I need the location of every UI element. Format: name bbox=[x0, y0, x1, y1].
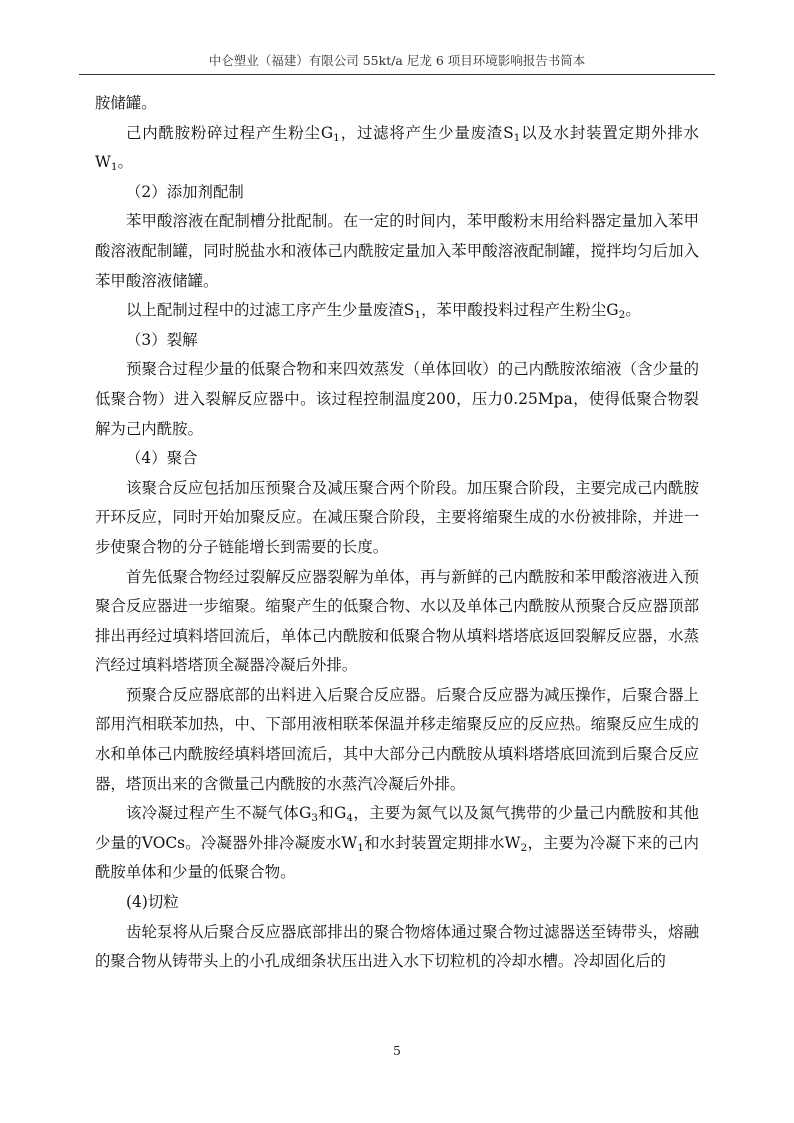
text-run: 齿轮泵将从后聚合反应器底部排出的聚合物熔体通过聚合物过滤器送至铸带头，熔融的聚合物从铸带头上的小孔成细条状压出进入水下切粒机的冷却水槽。冷却固化后的 bbox=[95, 922, 699, 971]
text-run: 苯甲酸溶液在配制槽分批配制。在一定的时间内，苯甲酸粉末用给料器定量加入苯甲酸溶液配制罐，同时脱盐水和液体己内酰胺定量加入苯甲酸溶液配制罐，搅拌均匀后加入苯甲酸溶液储罐。 bbox=[95, 212, 699, 290]
text-run: （2）添加剂配制 bbox=[126, 182, 244, 201]
text-run: 胺储罐。 bbox=[95, 94, 157, 112]
text-run: 和水封装置定期排水W bbox=[364, 833, 521, 852]
document-body bbox=[95, 89, 699, 977]
text-run: 预聚合过程少量的低聚合物和来四效蒸发（单体回收）的己内酰胺浓缩液（含少量的低聚合物）进入裂解反应器中。该过程控制温度200，压力0.25Mpa，使得低聚合物裂解为己内酰胺。 bbox=[95, 360, 699, 438]
subscript-text: 3 bbox=[311, 812, 319, 825]
text-run: 该聚合反应包括加压预聚合及减压聚合两个阶段。加压聚合阶段，主要完成己内酰胺开环反应，同时开始加聚反应。在减压聚合阶段，主要将缩聚生成的水份被排除，并进一步使聚合物的分子链能增长到需要的长度。 bbox=[95, 478, 699, 556]
para-preparation-waste bbox=[95, 296, 699, 326]
heading-pelletizing bbox=[95, 888, 699, 918]
para-crushing-dust bbox=[95, 119, 699, 178]
text-run: 。 bbox=[117, 153, 134, 172]
text-run: ，主要为冷凝下来的己内酰胺单体和少量的低聚合物。 bbox=[95, 833, 699, 882]
para-postpolymerization bbox=[95, 681, 699, 799]
text-run: ，苯甲酸投料过程产生粉尘G bbox=[421, 301, 619, 320]
text-run: (4)切粒 bbox=[126, 893, 179, 912]
text-run: 首先低聚合物经过裂解反应器裂解为单体，再与新鲜的己内酰胺和苯甲酸溶液进入预聚合反应器进一步缩聚。缩聚产生的低聚合物、水以及单体己内酰胺从预聚合反应器顶部排出再经过填料塔回流后，单体己内酰胺和低聚合物从填料塔塔底返回裂解反应器，水蒸汽经过填料塔塔顶全凝器冷凝后外排。 bbox=[95, 567, 699, 675]
heading-additive-preparation bbox=[95, 178, 699, 208]
subscript-text: 4 bbox=[346, 812, 354, 825]
text-run: 己内酰胺粉碎过程产生粉尘G bbox=[126, 123, 334, 142]
heading-cracking bbox=[95, 326, 699, 356]
text-run: ，过滤将产生少量废渣S bbox=[339, 123, 514, 142]
text-run: （4）聚合 bbox=[126, 449, 198, 468]
subscript-text: 1 bbox=[414, 309, 422, 322]
text-run: （3）裂解 bbox=[126, 330, 198, 349]
subscript-text: 1 bbox=[357, 841, 364, 854]
para-pelletizing bbox=[95, 918, 699, 977]
page-header bbox=[79, 52, 715, 75]
para-cracking bbox=[95, 355, 699, 444]
heading-polymerization bbox=[95, 444, 699, 474]
page-number: 5 bbox=[393, 1043, 401, 1058]
para-polymerization-stages bbox=[95, 474, 699, 563]
subscript-text: 1 bbox=[333, 131, 340, 144]
text-run: ，主要为氮气以及氮气携带的少量己内酰胺和其他少量的VOCs。冷凝器外排冷凝废水W bbox=[95, 804, 699, 852]
text-run: 和G bbox=[318, 804, 347, 823]
subscript-text: 1 bbox=[513, 131, 521, 144]
subscript-text: 1 bbox=[110, 161, 118, 174]
para-prepolymerization bbox=[95, 563, 699, 681]
header-title: 中仑塑业（福建）有限公司 55kt/a 尼龙 6 项目环境影响报告书简本 bbox=[208, 53, 586, 68]
text-run: 以及水封装置定期外排水W bbox=[95, 123, 699, 172]
text-run: 以上配制过程中的过滤工序产生少量废渣S bbox=[126, 301, 415, 320]
text-run: 预聚合反应器底部的出料进入后聚合反应器。后聚合反应器为减压操作，后聚合器上部用汽相联苯加热，中、下部用液相联苯保温并移走缩聚反应的反应热。缩聚反应生成的水和单体己内酰胺经填料塔回流后，其中大部分己内酰胺从填料塔塔底回流到后聚合反应器，塔顶出来的含微量己内酰胺的水蒸汽冷凝后外排。 bbox=[95, 685, 699, 793]
para-benzoic-solution bbox=[95, 207, 699, 296]
text-run: 该冷凝过程产生不凝气体G bbox=[126, 804, 312, 823]
para-condensation-emissions bbox=[95, 799, 699, 888]
text-run: 。 bbox=[625, 301, 641, 320]
subscript-text: 2 bbox=[618, 309, 626, 322]
para-storage-tank bbox=[95, 89, 699, 119]
subscript-text: 2 bbox=[520, 841, 528, 854]
